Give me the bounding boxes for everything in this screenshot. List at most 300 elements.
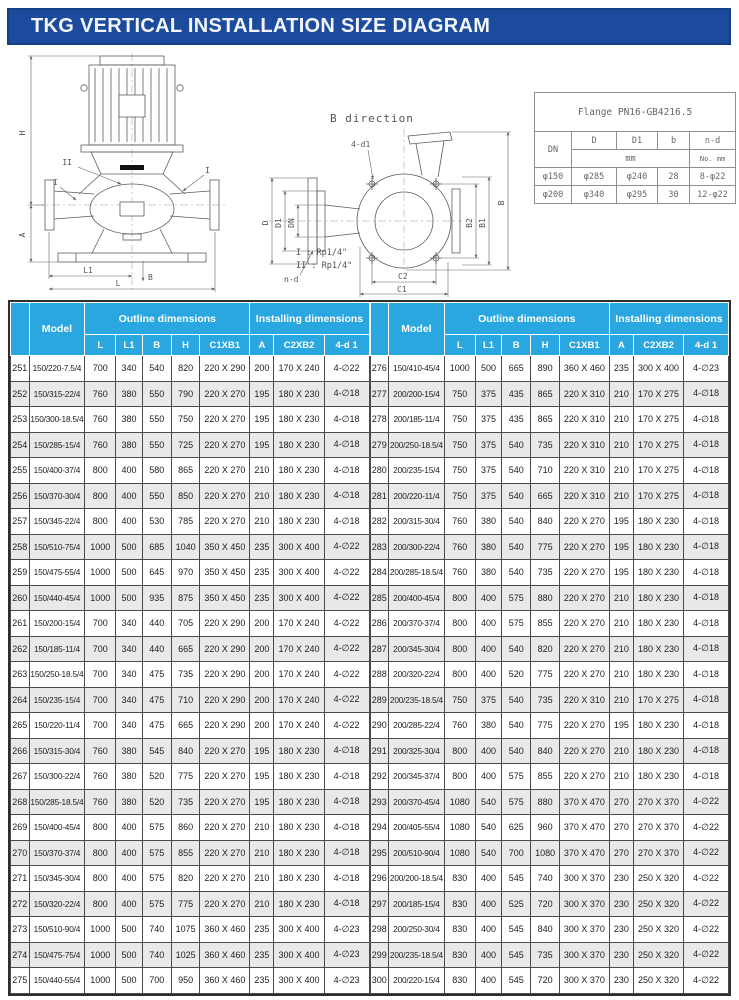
dim-4d1: 4-∅22 — [324, 713, 369, 739]
col-l1: L1 — [475, 335, 501, 356]
dim-b: 475 — [142, 662, 171, 688]
table-row — [11, 407, 370, 433]
model-cell: 150/510-75/4 — [29, 534, 85, 560]
dimension-table — [8, 300, 731, 996]
dim-4d1: 4-∅22 — [684, 968, 729, 994]
row-number: 285 — [370, 585, 389, 611]
installing-dimensions-header: Installing dimensions — [250, 303, 369, 335]
dim-c1xb1: 220 X 270 — [200, 815, 250, 841]
dim-b: 520 — [502, 662, 531, 688]
dim-c1xb1: 360 X 460 — [200, 917, 250, 943]
model-cell: 200/250-30/4 — [389, 917, 445, 943]
dim-4d1: 4-∅18 — [684, 381, 729, 407]
dim-h: 1025 — [171, 942, 199, 968]
dim-c1xb1: 220 X 310 — [559, 407, 609, 433]
table-row — [11, 381, 370, 407]
dim-label-nd: n-d — [284, 275, 299, 284]
model-cell: 150/220-7.5/4 — [29, 356, 85, 382]
dim-h: 735 — [531, 942, 559, 968]
dim-c1xb1: 220 X 270 — [200, 764, 250, 790]
dim-a: 270 — [609, 815, 633, 841]
model-cell: 200/400-45/4 — [389, 585, 445, 611]
dim-4d1: 4-∅18 — [324, 483, 369, 509]
dim-a: 235 — [250, 560, 274, 586]
table-row — [370, 738, 729, 764]
dim-4d1: 4-∅18 — [684, 611, 729, 637]
dim-c1xb1: 220 X 310 — [559, 381, 609, 407]
row-number: 278 — [370, 407, 389, 433]
row-number: 260 — [11, 585, 30, 611]
dim-l: 750 — [444, 458, 475, 484]
dim-b: 575 — [502, 585, 531, 611]
dim-l: 800 — [85, 458, 116, 484]
dim-b: 545 — [502, 866, 531, 892]
dim-4d1: 4-∅18 — [324, 407, 369, 433]
dim-h: 970 — [171, 560, 199, 586]
dim-c2xb2: 180 X 230 — [274, 381, 324, 407]
dim-l: 800 — [85, 866, 116, 892]
dim-h: 665 — [171, 713, 199, 739]
dim-b: 665 — [502, 356, 531, 382]
dim-l1: 380 — [116, 432, 142, 458]
dim-l1: 540 — [475, 840, 501, 866]
dim-c1xb1: 220 X 310 — [559, 432, 609, 458]
dim-l: 800 — [85, 509, 116, 535]
dim-b: 580 — [142, 458, 171, 484]
dim-c2xb2: 180 X 230 — [633, 585, 683, 611]
dim-4d1: 4-∅18 — [684, 764, 729, 790]
dim-label-c2: C2 — [398, 272, 408, 281]
dim-c1xb1: 220 X 270 — [559, 738, 609, 764]
outline-dimensions-header: Outline dimensions — [444, 303, 609, 335]
table-row — [11, 611, 370, 637]
model-cell: 200/200-18.5/4 — [389, 866, 445, 892]
dim-4d1: 4-∅18 — [684, 458, 729, 484]
dim-l1: 400 — [475, 917, 501, 943]
row-number: 287 — [370, 636, 389, 662]
dim-c1xb1: 220 X 270 — [200, 789, 250, 815]
dim-h: 740 — [531, 866, 559, 892]
dim-a: 210 — [250, 840, 274, 866]
col-c1xb1: C1XB1 — [559, 335, 609, 356]
dim-l: 760 — [444, 509, 475, 535]
table-row — [11, 585, 370, 611]
dim-l: 830 — [444, 968, 475, 994]
dim-l: 760 — [85, 381, 116, 407]
dim-a: 210 — [609, 381, 633, 407]
model-cell: 150/475-75/4 — [29, 942, 85, 968]
row-number: 299 — [370, 942, 389, 968]
flange-table-title: Flange PN16-GB4216.5 — [535, 93, 736, 132]
row-number: 298 — [370, 917, 389, 943]
dim-l: 800 — [444, 636, 475, 662]
row-number: 284 — [370, 560, 389, 586]
row-number: 256 — [11, 483, 30, 509]
row-number: 288 — [370, 662, 389, 688]
dim-label-dn: DN — [287, 218, 296, 228]
dim-b: 525 — [502, 891, 531, 917]
dim-h: 855 — [531, 611, 559, 637]
dim-h: 735 — [171, 789, 199, 815]
table-row — [11, 764, 370, 790]
dim-c2xb2: 180 X 230 — [274, 432, 324, 458]
installing-dimensions-header: Installing dimensions — [609, 303, 728, 335]
dim-b: 540 — [502, 483, 531, 509]
dim-a: 210 — [609, 636, 633, 662]
dim-l: 830 — [444, 866, 475, 892]
dim-c1xb1: 370 X 470 — [559, 789, 609, 815]
dim-h: 775 — [171, 764, 199, 790]
dim-l1: 400 — [475, 738, 501, 764]
table-row — [11, 560, 370, 586]
dim-l1: 375 — [475, 483, 501, 509]
table-row — [11, 713, 370, 739]
dim-b: 475 — [142, 713, 171, 739]
dim-l: 700 — [85, 611, 116, 637]
table-row — [370, 585, 729, 611]
dim-c2xb2: 180 X 230 — [274, 483, 324, 509]
dim-4d1: 4-∅22 — [684, 942, 729, 968]
dim-l1: 500 — [475, 356, 501, 382]
dim-c1xb1: 220 X 270 — [559, 713, 609, 739]
dim-4d1: 4-∅22 — [324, 560, 369, 586]
dim-b: 545 — [142, 738, 171, 764]
dim-l: 1000 — [85, 968, 116, 994]
dim-c2xb2: 300 X 400 — [274, 560, 324, 586]
dim-h: 775 — [531, 713, 559, 739]
view-arrow-label-b: B — [148, 273, 153, 282]
model-cell: 200/185-15/4 — [389, 891, 445, 917]
table-body-right — [370, 356, 729, 994]
dim-c2xb2: 250 X 320 — [633, 891, 683, 917]
flange-b: 30 — [658, 186, 690, 204]
dim-l: 830 — [444, 891, 475, 917]
dim-4d1: 4-∅18 — [324, 789, 369, 815]
dim-c2xb2: 170 X 275 — [633, 407, 683, 433]
dim-h: 840 — [531, 917, 559, 943]
dim-c1xb1: 220 X 270 — [559, 585, 609, 611]
dim-c2xb2: 180 X 230 — [274, 891, 324, 917]
flange-d: φ285 — [572, 168, 617, 186]
col-l: L — [444, 335, 475, 356]
model-cell: 200/235-18.5/4 — [389, 687, 445, 713]
dim-h: 850 — [171, 483, 199, 509]
dim-c1xb1: 300 X 370 — [559, 968, 609, 994]
title-bar — [7, 8, 731, 45]
table-row — [535, 186, 736, 204]
dim-4d1: 4-∅22 — [684, 866, 729, 892]
dim-b: 520 — [142, 764, 171, 790]
table-row — [370, 381, 729, 407]
table-row — [370, 840, 729, 866]
col-l: L — [85, 335, 116, 356]
row-number: 253 — [11, 407, 30, 433]
row-number: 254 — [11, 432, 30, 458]
front-view-diagram — [16, 52, 248, 294]
dim-b: 550 — [142, 432, 171, 458]
model-cell: 200/345-30/4 — [389, 636, 445, 662]
dim-b: 440 — [142, 636, 171, 662]
dim-h: 960 — [531, 815, 559, 841]
flange-unit-mm: mm — [572, 150, 690, 168]
table-row — [535, 93, 736, 132]
flange-d1: φ240 — [617, 168, 658, 186]
table-row — [370, 968, 729, 994]
dim-l1: 380 — [475, 509, 501, 535]
dim-c1xb1: 350 X 450 — [200, 534, 250, 560]
dim-c1xb1: 220 X 270 — [559, 509, 609, 535]
dim-c2xb2: 250 X 320 — [633, 917, 683, 943]
dim-4d1: 4-∅22 — [324, 611, 369, 637]
flange-dn-header: DN — [535, 132, 572, 168]
dim-h: 665 — [171, 636, 199, 662]
dim-a: 230 — [609, 968, 633, 994]
model-cell: 150/185-11/4 — [29, 636, 85, 662]
dim-a: 210 — [250, 891, 274, 917]
dim-a: 210 — [250, 866, 274, 892]
flange-unit-no-mm: No. mm — [690, 150, 736, 168]
dim-l: 700 — [85, 687, 116, 713]
dim-h: 735 — [531, 560, 559, 586]
dim-l1: 400 — [475, 585, 501, 611]
table-row — [11, 662, 370, 688]
dim-c1xb1: 350 X 450 — [200, 560, 250, 586]
dim-l1: 380 — [116, 381, 142, 407]
table-row — [370, 866, 729, 892]
dim-a: 210 — [609, 738, 633, 764]
dim-c1xb1: 370 X 470 — [559, 815, 609, 841]
dim-l1: 500 — [116, 585, 142, 611]
row-number: 274 — [11, 942, 30, 968]
dim-c1xb1: 220 X 270 — [559, 560, 609, 586]
row-number: 296 — [370, 866, 389, 892]
dim-c1xb1: 220 X 270 — [200, 458, 250, 484]
table-row — [11, 483, 370, 509]
table-row — [370, 789, 729, 815]
flange-col-b: b — [658, 132, 690, 150]
dim-c2xb2: 250 X 320 — [633, 942, 683, 968]
dim-4d1: 4-∅23 — [324, 917, 369, 943]
dim-h: 790 — [171, 381, 199, 407]
dim-c1xb1: 220 X 270 — [200, 866, 250, 892]
dim-4d1: 4-∅22 — [684, 815, 729, 841]
dim-4d1: 4-∅18 — [684, 509, 729, 535]
table-row — [11, 789, 370, 815]
dim-a: 210 — [609, 764, 633, 790]
dim-l1: 375 — [475, 432, 501, 458]
row-number: 286 — [370, 611, 389, 637]
dim-label-d: D — [261, 220, 270, 226]
dim-c1xb1: 220 X 290 — [200, 611, 250, 637]
dim-l: 750 — [444, 687, 475, 713]
dim-4d1: 4-∅18 — [684, 687, 729, 713]
page-title: TKG VERTICAL INSTALLATION SIZE DIAGRAM — [31, 15, 491, 37]
row-number: 289 — [370, 687, 389, 713]
table-row — [370, 509, 729, 535]
dim-l: 760 — [444, 560, 475, 586]
model-cell: 150/300-22/4 — [29, 764, 85, 790]
dim-h: 735 — [531, 687, 559, 713]
table-row — [11, 509, 370, 535]
dim-b: 550 — [142, 381, 171, 407]
dim-c2xb2: 180 X 230 — [274, 815, 324, 841]
row-number: 291 — [370, 738, 389, 764]
dim-c2xb2: 270 X 370 — [633, 840, 683, 866]
table-row — [370, 534, 729, 560]
dim-l: 1080 — [444, 840, 475, 866]
table-row — [370, 687, 729, 713]
tap-notes — [296, 247, 352, 273]
table-row — [11, 534, 370, 560]
dim-h: 1075 — [171, 917, 199, 943]
dim-a: 210 — [609, 687, 633, 713]
dim-h: 865 — [171, 458, 199, 484]
row-number-header — [370, 303, 389, 356]
dim-a: 230 — [609, 891, 633, 917]
table-row — [370, 764, 729, 790]
dim-c1xb1: 220 X 270 — [200, 840, 250, 866]
flange-b: 28 — [658, 168, 690, 186]
dim-a: 235 — [250, 917, 274, 943]
dim-c1xb1: 220 X 270 — [559, 662, 609, 688]
dim-l: 700 — [85, 662, 116, 688]
dim-a: 270 — [609, 840, 633, 866]
dim-c1xb1: 220 X 270 — [200, 432, 250, 458]
dim-b: 935 — [142, 585, 171, 611]
col-c2xb2: C2XB2 — [274, 335, 324, 356]
dim-l: 800 — [444, 611, 475, 637]
model-cell: 200/235-15/4 — [389, 458, 445, 484]
flange-d: φ340 — [572, 186, 617, 204]
row-number: 283 — [370, 534, 389, 560]
table-row — [370, 560, 729, 586]
model-cell: 200/285-22/4 — [389, 713, 445, 739]
dim-h: 840 — [531, 738, 559, 764]
dim-l: 750 — [444, 381, 475, 407]
tap-label-i-left: I — [53, 178, 58, 187]
flange-spec-table — [534, 92, 736, 204]
row-number: 290 — [370, 713, 389, 739]
dim-l1: 375 — [475, 381, 501, 407]
dim-a: 210 — [609, 432, 633, 458]
dim-h: 840 — [171, 738, 199, 764]
dim-c2xb2: 180 X 230 — [633, 738, 683, 764]
dim-l1: 400 — [475, 891, 501, 917]
dim-c1xb1: 220 X 290 — [200, 636, 250, 662]
dim-l1: 400 — [475, 611, 501, 637]
dim-4d1: 4-∅18 — [324, 815, 369, 841]
dim-c1xb1: 220 X 270 — [200, 483, 250, 509]
flange-nd: 8-φ22 — [690, 168, 736, 186]
col-a: A — [250, 335, 274, 356]
table-body-left — [11, 356, 370, 994]
table-row — [11, 866, 370, 892]
dim-4d1: 4-∅22 — [684, 840, 729, 866]
dim-4d1: 4-∅18 — [324, 764, 369, 790]
dim-l1: 400 — [475, 636, 501, 662]
dim-h: 710 — [531, 458, 559, 484]
dim-l: 760 — [444, 713, 475, 739]
dim-c2xb2: 180 X 230 — [633, 611, 683, 637]
header-group-row — [11, 303, 370, 335]
dim-l: 1000 — [85, 534, 116, 560]
dim-4d1: 4-∅18 — [684, 483, 729, 509]
dim-a: 210 — [609, 407, 633, 433]
dim-b: 740 — [142, 917, 171, 943]
dim-4d1: 4-∅18 — [324, 840, 369, 866]
table-row — [370, 713, 729, 739]
dim-c1xb1: 220 X 270 — [200, 381, 250, 407]
table-row — [370, 611, 729, 637]
dim-4d1: 4-∅18 — [684, 407, 729, 433]
dim-l: 750 — [444, 407, 475, 433]
dim-b: 685 — [142, 534, 171, 560]
table-row — [370, 917, 729, 943]
model-cell: 200/320-22/4 — [389, 662, 445, 688]
dim-c2xb2: 170 X 240 — [274, 356, 324, 382]
dim-4d1: 4-∅18 — [684, 713, 729, 739]
dim-a: 200 — [250, 636, 274, 662]
dim-c2xb2: 180 X 230 — [274, 509, 324, 535]
dim-4d1: 4-∅22 — [324, 636, 369, 662]
dim-l1: 340 — [116, 356, 142, 382]
centerlines — [36, 53, 228, 291]
table-row — [370, 815, 729, 841]
dim-4d1: 4-∅18 — [684, 585, 729, 611]
dim-c2xb2: 180 X 230 — [633, 636, 683, 662]
dim-l1: 340 — [116, 687, 142, 713]
dim-4d1: 4-∅18 — [324, 432, 369, 458]
dim-label-l1: L1 — [83, 266, 93, 275]
row-number: 270 — [11, 840, 30, 866]
dim-b: 540 — [502, 534, 531, 560]
dim-a: 235 — [250, 942, 274, 968]
dim-c1xb1: 300 X 370 — [559, 917, 609, 943]
dim-b: 475 — [142, 687, 171, 713]
dim-l1: 400 — [116, 840, 142, 866]
dim-l1: 380 — [116, 789, 142, 815]
dim-h: 720 — [531, 891, 559, 917]
dim-a: 200 — [250, 662, 274, 688]
model-cell: 150/345-30/4 — [29, 866, 85, 892]
dim-h: 710 — [171, 687, 199, 713]
dim-label-l: L — [115, 279, 121, 288]
row-number: 280 — [370, 458, 389, 484]
dim-a: 195 — [609, 509, 633, 535]
table-row — [11, 356, 370, 382]
row-number: 277 — [370, 381, 389, 407]
dim-4d1: 4-∅22 — [324, 585, 369, 611]
dim-c2xb2: 170 X 275 — [633, 432, 683, 458]
model-cell: 200/185-11/4 — [389, 407, 445, 433]
table-row — [11, 917, 370, 943]
dim-l: 800 — [444, 662, 475, 688]
dim-l1: 540 — [475, 815, 501, 841]
model-cell: 150/400-37/4 — [29, 458, 85, 484]
dim-4d1: 4-∅22 — [684, 891, 729, 917]
dim-c1xb1: 220 X 270 — [200, 738, 250, 764]
table-row — [11, 840, 370, 866]
dim-l: 830 — [444, 917, 475, 943]
dim-h: 750 — [171, 407, 199, 433]
row-number: 264 — [11, 687, 30, 713]
dim-4d1: 4-∅23 — [324, 968, 369, 994]
dim-a: 195 — [250, 407, 274, 433]
dim-c1xb1: 220 X 270 — [200, 407, 250, 433]
dim-c2xb2: 170 X 240 — [274, 636, 324, 662]
dim-4d1: 4-∅23 — [684, 356, 729, 382]
dim-c1xb1: 300 X 370 — [559, 866, 609, 892]
